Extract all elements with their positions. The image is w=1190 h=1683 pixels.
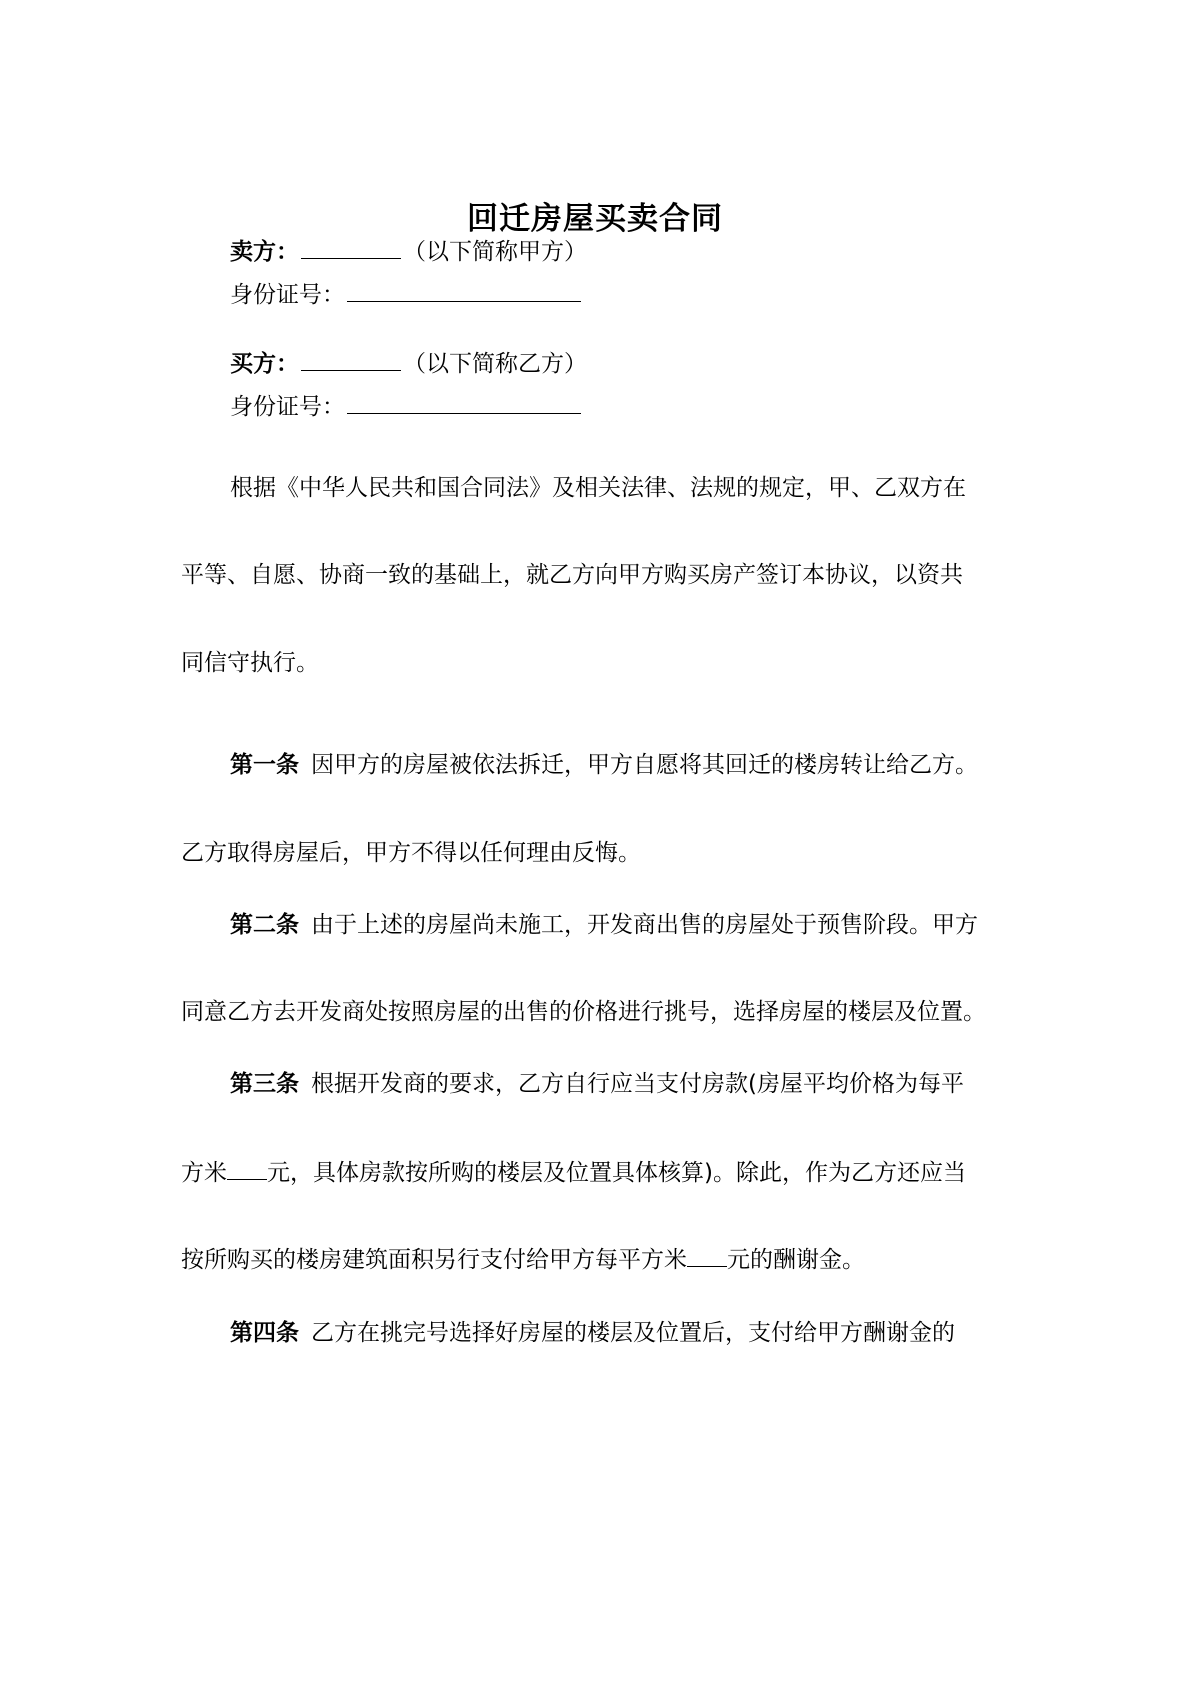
article3-line-2	[181, 1157, 966, 1188]
article2-label: 第二条	[230, 912, 299, 938]
buyer-label: 买方：	[230, 351, 299, 377]
article1-line-1	[230, 750, 978, 780]
buyer-line	[230, 348, 587, 379]
preamble-line-2: 平等、自愿、协商一致的基础上，就乙方向甲方购买房产签订本协议，以资共	[181, 562, 963, 588]
price-per-sqm-blank	[227, 1157, 267, 1180]
seller-label: 卖方：	[230, 239, 299, 265]
seller-id-line	[230, 279, 583, 310]
seller-suffix: （以下简称甲方）	[403, 239, 587, 265]
article2-line-2: 同意乙方去开发商处按照房屋的出售的价格进行挑号，选择房屋的楼层及位置。	[181, 999, 986, 1025]
article2-text-1: 由于上述的房屋尚未施工，开发商出售的房屋处于预售阶段。甲方	[311, 912, 978, 938]
document-title: 回迁房屋买卖合同	[467, 201, 723, 237]
article3-line-1	[230, 1069, 964, 1099]
article4-line-1	[230, 1318, 955, 1348]
article4-label: 第四条	[230, 1320, 299, 1346]
article2-line-1	[230, 910, 978, 940]
article3-text-3b: 元的酬谢金。	[727, 1247, 865, 1273]
article3-line-3	[181, 1244, 865, 1275]
seller-name-blank	[301, 236, 401, 259]
article1-text-1: 因甲方的房屋被依法拆迁，甲方自愿将其回迁的楼房转让给乙方。	[311, 752, 978, 778]
reward-per-sqm-blank	[687, 1244, 727, 1267]
preamble-line-1: 根据《中华人民共和国合同法》及相关法律、法规的规定，甲、乙双方在	[230, 475, 966, 501]
buyer-id-line	[230, 391, 583, 422]
buyer-name-blank	[301, 348, 401, 371]
buyer-id-blank	[347, 391, 581, 414]
article4-text-1: 乙方在挑完号选择好房屋的楼层及位置后，支付给甲方酬谢金的	[311, 1320, 955, 1346]
article3-label: 第三条	[230, 1071, 299, 1097]
preamble-line-3: 同信守执行。	[181, 650, 319, 676]
seller-line	[230, 236, 587, 267]
buyer-suffix: （以下简称乙方）	[403, 351, 587, 377]
article1-line-2: 乙方取得房屋后，甲方不得以任何理由反悔。	[181, 840, 641, 866]
article3-text-3a: 按所购买的楼房建筑面积另行支付给甲方每平方米	[181, 1247, 687, 1273]
seller-id-blank	[347, 279, 581, 302]
seller-id-label: 身份证号：	[230, 282, 345, 308]
buyer-id-label: 身份证号：	[230, 394, 345, 420]
article3-text-2a: 方米	[181, 1160, 227, 1186]
article1-label: 第一条	[230, 752, 299, 778]
article3-text-2b: 元，具体房款按所购的楼层及位置具体核算)。除此，作为乙方还应当	[267, 1160, 966, 1186]
article3-text-1: 根据开发商的要求，乙方自行应当支付房款(房屋平均价格为每平	[311, 1071, 964, 1097]
